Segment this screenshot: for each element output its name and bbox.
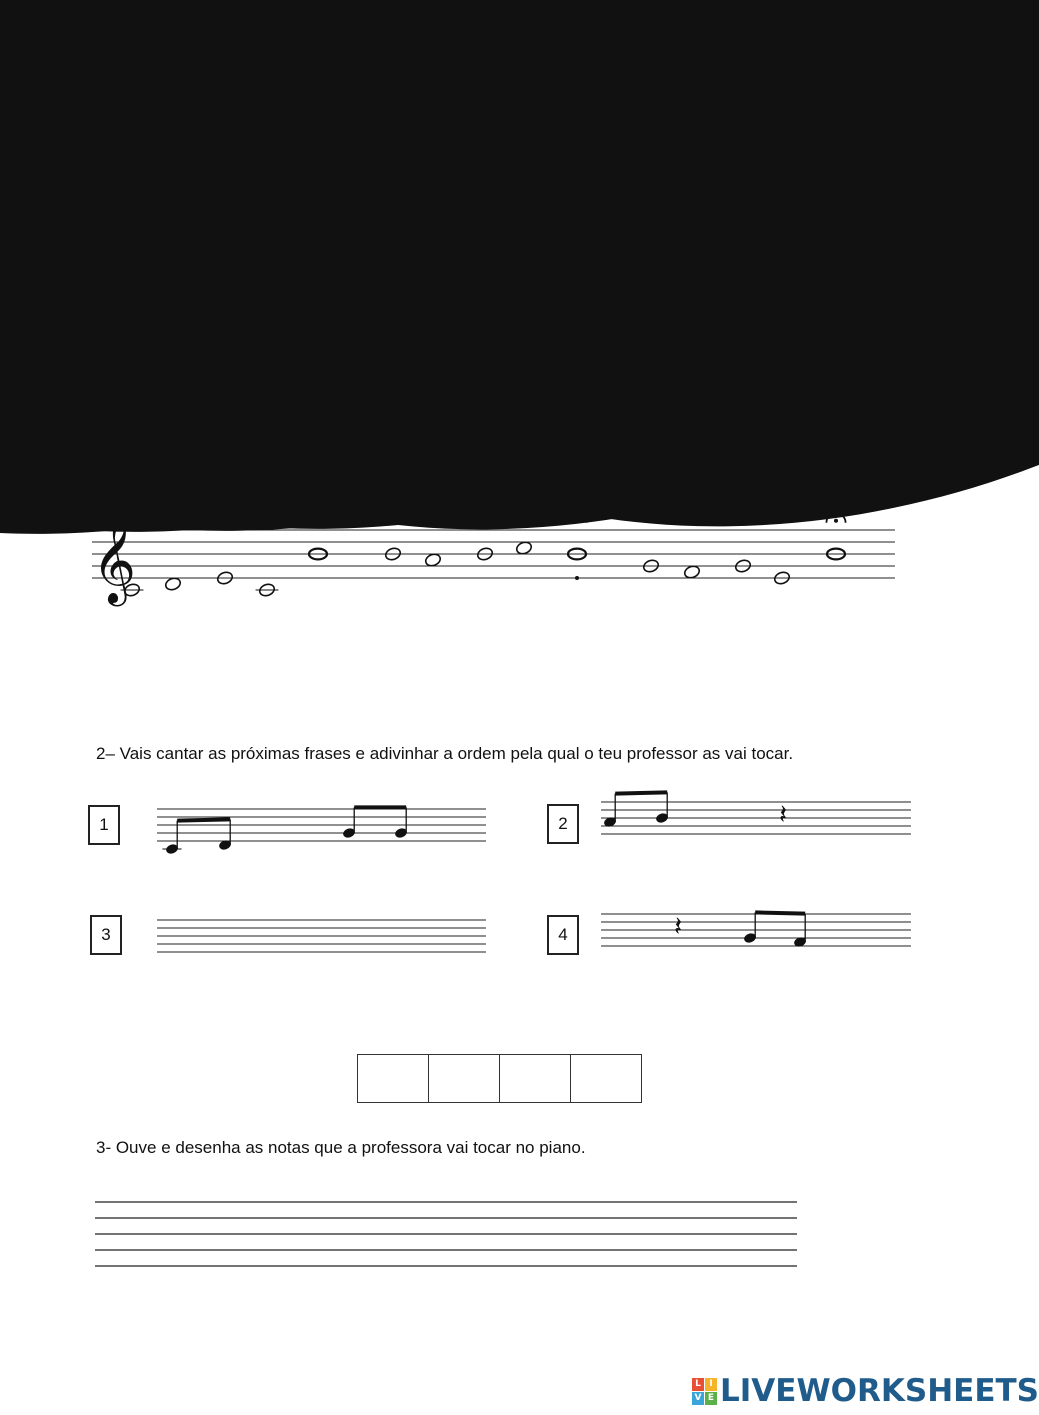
tile-letter: E [705,1392,717,1405]
exercise3-instruction: 3- Ouve e desenha as notas que a professora vai tocar no piano. [96,1138,586,1157]
phrase-number-2: 2 [547,804,579,844]
phrase-number-4: 4 [547,915,579,955]
note-head [424,552,442,567]
eighth-beam [177,819,230,820]
note-head [683,564,701,579]
tile-letter: V [692,1392,704,1405]
eighth-beam [615,792,667,793]
tile-letter: I [705,1378,717,1391]
note-head [164,576,182,591]
treble-clef-icon: 𝄞 [92,516,136,604]
phrase-number-1: 1 [88,805,120,845]
staccato-dot [575,576,579,580]
phrase-number-3: 3 [90,915,122,955]
exercise2-instruction: 2– Vais cantar as próximas frases e adivinhar a ordem pela qual o teu professor as vai tocar. [96,744,794,763]
quarter-rest-icon: 𝄽 [779,799,788,831]
quarter-rest-icon: 𝄽 [674,911,683,943]
fermata-dot [834,519,838,523]
tile-letter: L [692,1378,704,1391]
eighth-beam [755,912,805,913]
note-head [515,540,533,555]
watermark-text: LIVEWORKSHEETS [720,1373,1039,1409]
